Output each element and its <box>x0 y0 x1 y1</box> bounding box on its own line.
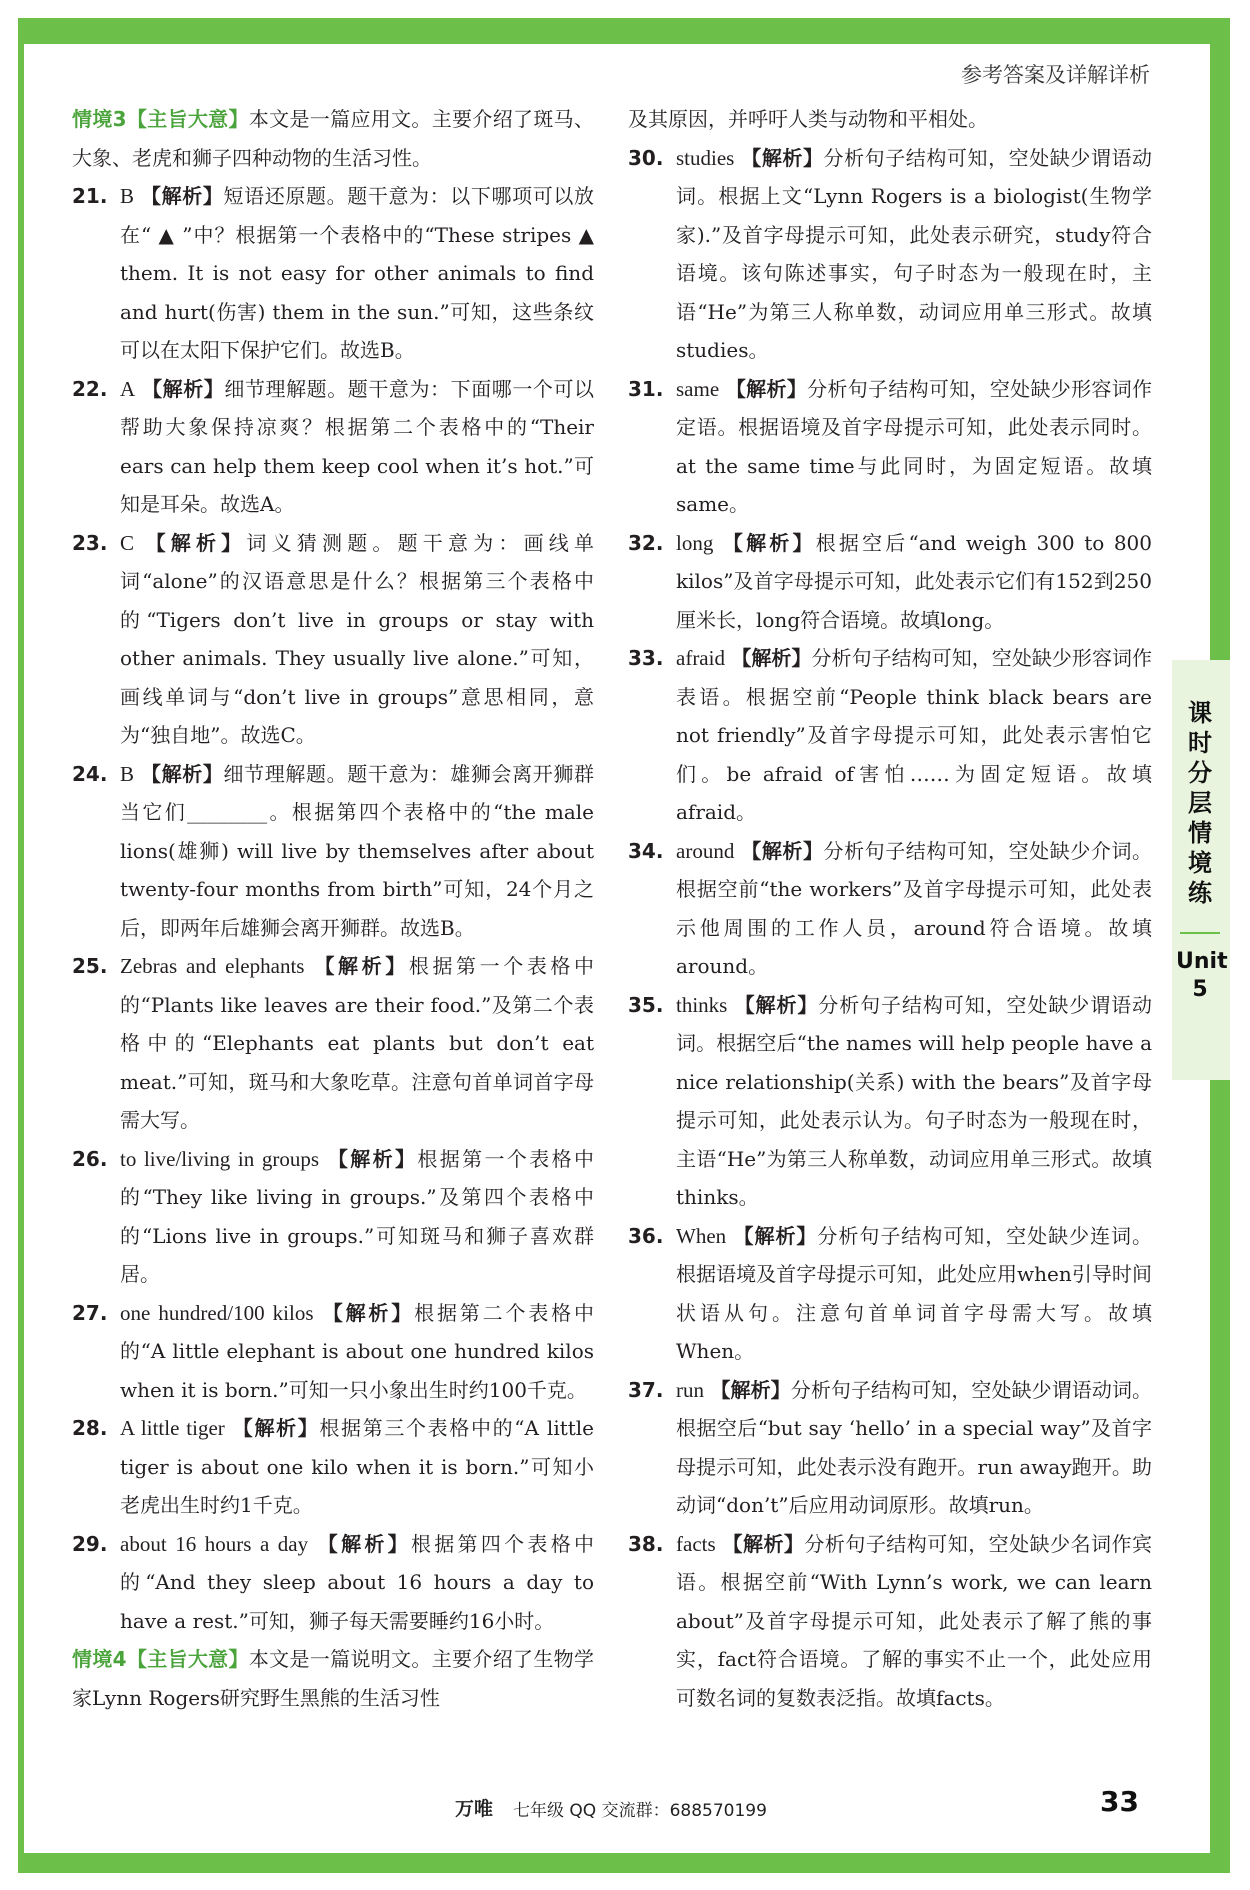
entry-answer: one hundred/100 kilos <box>120 1300 314 1325</box>
context-3-heading: 情境3【主旨大意】 <box>72 107 249 131</box>
entry-answer: same <box>676 376 720 401</box>
context-3-text: 本文是一篇应用文。主要介绍了斑马、大象、老虎和狮子四种动物的生活习性。 <box>72 107 594 170</box>
entry-text: 细节理解题。题干意为：下面哪一个可以帮助大象保持凉爽？根据第二个表格中的“Their ears can help them keep cool when it’s hot.”可知是耳朵。故选A。 <box>120 376 595 516</box>
bottom-border <box>18 1853 1230 1873</box>
entry-answer: around <box>676 838 735 863</box>
answer-entry-27 <box>72 1294 594 1410</box>
entry-text: 根据第三个表格中的“A little tiger is about one kilo when it is born.”可知小老虎出生时约1千克。 <box>120 1416 595 1517</box>
entry-answer: A <box>120 376 136 401</box>
entry-tag: 【解析】 <box>317 1531 411 1556</box>
entry-number: 29. <box>72 1531 108 1556</box>
entry-text: 分析句子结构可知，空处缺少谓语动词。根据空后“but say ‘hello’ in a special way”及首字母提示可知，此处表示没有跑开。run away跑开。助动词“don’t”后应用动词原形。故填run。 <box>676 1377 1153 1517</box>
entry-tag: 【解析】 <box>322 1300 415 1325</box>
context-4-intro <box>72 1640 594 1717</box>
answer-entry-38 <box>628 1525 1152 1718</box>
context-4-text: 本文是一篇说明文。主要介绍了生物学家Lynn Rogers研究野生黑熊的生活习性 <box>72 1647 594 1710</box>
answer-entry-30 <box>628 139 1152 370</box>
answer-entry-37 <box>628 1371 1152 1525</box>
entry-text: 分析句子结构可知，空处缺少谓语动词。根据上文“Lynn Rogers is a biologist(生物学家).”及首字母提示可知，此处表示研究，study符合语境。该句陈述事实，句子时态为一般现在时，主语“He”为第三人称单数，动词应用单三形式。故填studies。 <box>676 145 1153 362</box>
entry-text: 分析句子结构可知，空处缺少介词。根据空前“the workers”及首字母提示可知，此处表示他周围的工作人员，around符合语境。故填around。 <box>676 838 1153 978</box>
answer-entry-31 <box>628 370 1152 524</box>
entry-tag: 【解析】 <box>725 376 808 401</box>
answer-entry-36 <box>628 1217 1152 1371</box>
entry-tag: 【解析】 <box>741 145 824 170</box>
entry-answer: B <box>120 184 135 208</box>
entry-text: 根据第一个表格中的“Plants like leaves are their food.”及第二个表格中的“Elephants eat plants but don’t eat meat.”可知，斑马和大象吃草。注意句首单词首字母需大写。 <box>120 954 595 1132</box>
entry-tag: 【解析】 <box>722 1531 805 1556</box>
entry-number: 28. <box>72 1416 108 1440</box>
entry-number: 23. <box>72 530 108 555</box>
answer-entry-35 <box>628 986 1152 1217</box>
entry-number: 24. <box>72 761 108 786</box>
entry-tag: 【解析】 <box>232 1416 320 1440</box>
entry-tag: 【解析】 <box>314 954 409 978</box>
entry-text: 细节理解题。题干意为：雄狮会离开狮群当它们________。根据第四个表格中的“the male lions(雄狮) will live by themselves after about twenty-four months from birth”可知，24个月之后，即两年后雄狮会离开狮群。故选B。 <box>120 761 595 940</box>
entry-answer: facts <box>676 1531 716 1556</box>
entry-number: 30. <box>628 145 664 170</box>
entry-tag: 【解析】 <box>141 761 224 786</box>
entry-text: 短语还原题。题干意为：以下哪项可以放在“ ▲ ”中？根据第一个表格中的“These stripes ▲ them. It is not easy for other animals to find and hurt(伤害) them in the sun.”可知，这些条纹可以在太阳下保护它们。故选B。 <box>120 184 595 362</box>
entry-number: 31. <box>628 376 664 401</box>
entry-number: 37. <box>628 1377 664 1402</box>
entry-answer: When <box>676 1223 727 1248</box>
answer-entry-34 <box>628 832 1152 986</box>
footer-brand-logo: 万唯 <box>455 1798 494 1820</box>
answer-entry-25 <box>72 947 594 1140</box>
answer-entry-24 <box>72 755 594 948</box>
answer-entry-26 <box>72 1140 594 1294</box>
context-3-intro <box>72 100 594 177</box>
answer-entry-21 <box>72 177 594 370</box>
entry-number: 36. <box>628 1223 664 1248</box>
entry-text: 词义猜测题。题干意为：画线单词“alone”的汉语意思是什么？根据第三个表格中的“Tigers don’t live in groups or stay with other animals. They usually live alone.”可知，画线单词与“don’t live in groups”意思相同，意为“独自地”。故选C。 <box>120 530 595 747</box>
footer-text: 七年级 QQ 交流群：688570199 <box>513 1801 767 1821</box>
entry-answer: thinks <box>676 992 728 1017</box>
answer-entry-28 <box>72 1409 594 1525</box>
entry-number: 35. <box>628 992 664 1017</box>
context-4-heading: 情境4【主旨大意】 <box>72 1647 249 1671</box>
entry-number: 33. <box>628 646 664 670</box>
entry-text: 根据第二个表格中的“A little elephant is about one hundred kilos when it is born.”可知一只小象出生时约100千克。 <box>120 1300 595 1402</box>
entry-answer: run <box>676 1377 704 1402</box>
entry-answer: afraid <box>676 646 725 670</box>
entry-number: 21. <box>72 184 108 208</box>
entry-text: 分析句子结构可知，空处缺少谓语动词。根据空后“the names will help people have a nice relationship(关系) with the bears”及首字母提示可知，此处表示认为。句子时态为一般现在时，主语“He”为第三人称单数，动词应用单三形式。故填thinks。 <box>676 992 1153 1209</box>
entry-text: 根据第四个表格中的“And they sleep about 16 hours a day to have a rest.”可知，狮子每天需要睡约16小时。 <box>120 1531 595 1633</box>
top-border <box>18 18 1230 44</box>
entry-number: 26. <box>72 1146 108 1171</box>
entry-tag: 【解析】 <box>722 530 816 555</box>
entry-answer: A little tiger <box>120 1416 225 1440</box>
entry-number: 25. <box>72 954 108 978</box>
side-tab-label: 课 时 分 层 情 境 练 <box>1188 699 1212 907</box>
entry-text: 分析句子结构可知，空处缺少连词。根据语境及首字母提示可知，此处应用when引导时间状语从句。注意句首单词首字母需大写。故填When。 <box>676 1223 1153 1363</box>
entry-answer: Zebras and elephants <box>120 954 305 978</box>
entry-number: 27. <box>72 1300 108 1325</box>
left-column <box>72 100 594 1717</box>
entry-answer: studies <box>676 145 735 170</box>
entry-tag: 【解析】 <box>145 530 247 555</box>
entry-tag: 【解析】 <box>741 838 824 863</box>
unit-label: Unit 5 <box>1176 949 1228 1002</box>
page-number: 33 <box>1100 1785 1139 1818</box>
entry-number: 38. <box>628 1531 664 1556</box>
entry-number: 34. <box>628 838 664 863</box>
answer-entry-33 <box>628 639 1152 832</box>
entry-text: 分析句子结构可知，空处缺少名词作宾语。根据空前“With Lynn’s work, we can learn about”及首字母提示可知，此处表示了解了熊的事实，fact符合语境。了解的事实不止一个，此处应用可数名词的复数表泛指。故填facts。 <box>676 1531 1153 1710</box>
entry-answer: to live/living in groups <box>120 1146 320 1171</box>
answer-entry-32 <box>628 524 1152 640</box>
entry-answer: B <box>120 761 135 786</box>
entry-text: 根据空后“and weigh 300 to 800 kilos”及首字母提示可知，此处表示它们有152到250厘米长，long符合语境。故填long。 <box>676 530 1153 632</box>
context-4-continuation: 及其原因，并呼吁人类与动物和平相处。 <box>628 107 988 131</box>
entry-text: 分析句子结构可知，空处缺少形容词作定语。根据语境及首字母提示可知，此处表示同时。at the same time与此同时，为固定短语。故填same。 <box>676 376 1153 516</box>
entry-tag: 【解析】 <box>141 184 224 208</box>
side-tab-divider <box>1180 932 1220 934</box>
entry-answer: about 16 hours a day <box>120 1531 309 1556</box>
entry-tag: 【解析】 <box>731 646 812 670</box>
answer-entry-23 <box>72 524 594 755</box>
header-title: 参考答案及详解详析 <box>961 63 1150 87</box>
entry-tag: 【解析】 <box>142 376 225 401</box>
entry-tag: 【解析】 <box>733 1223 818 1248</box>
answer-entry-29 <box>72 1525 594 1641</box>
entry-tag: 【解析】 <box>327 1146 418 1171</box>
entry-number: 22. <box>72 376 108 401</box>
entry-number: 32. <box>628 530 664 555</box>
entry-text: 根据第一个表格中的“They like living in groups.”及第四个表格中的“Lions live in groups.”可知斑马和狮子喜欢群居。 <box>120 1146 595 1286</box>
entry-answer: C <box>120 530 135 555</box>
left-border <box>18 18 24 1873</box>
entry-answer: long <box>676 530 714 555</box>
entry-tag: 【解析】 <box>710 1377 791 1402</box>
entry-text: 分析句子结构可知，空处缺少形容词作表语。根据空前“People think black bears are not friendly”及首字母提示可知，此处表示害怕它们。be afraid of害怕……为固定短语。故填afraid。 <box>676 646 1153 824</box>
answer-entry-22 <box>72 370 594 524</box>
entry-tag: 【解析】 <box>734 992 819 1017</box>
right-column <box>628 100 1152 1717</box>
